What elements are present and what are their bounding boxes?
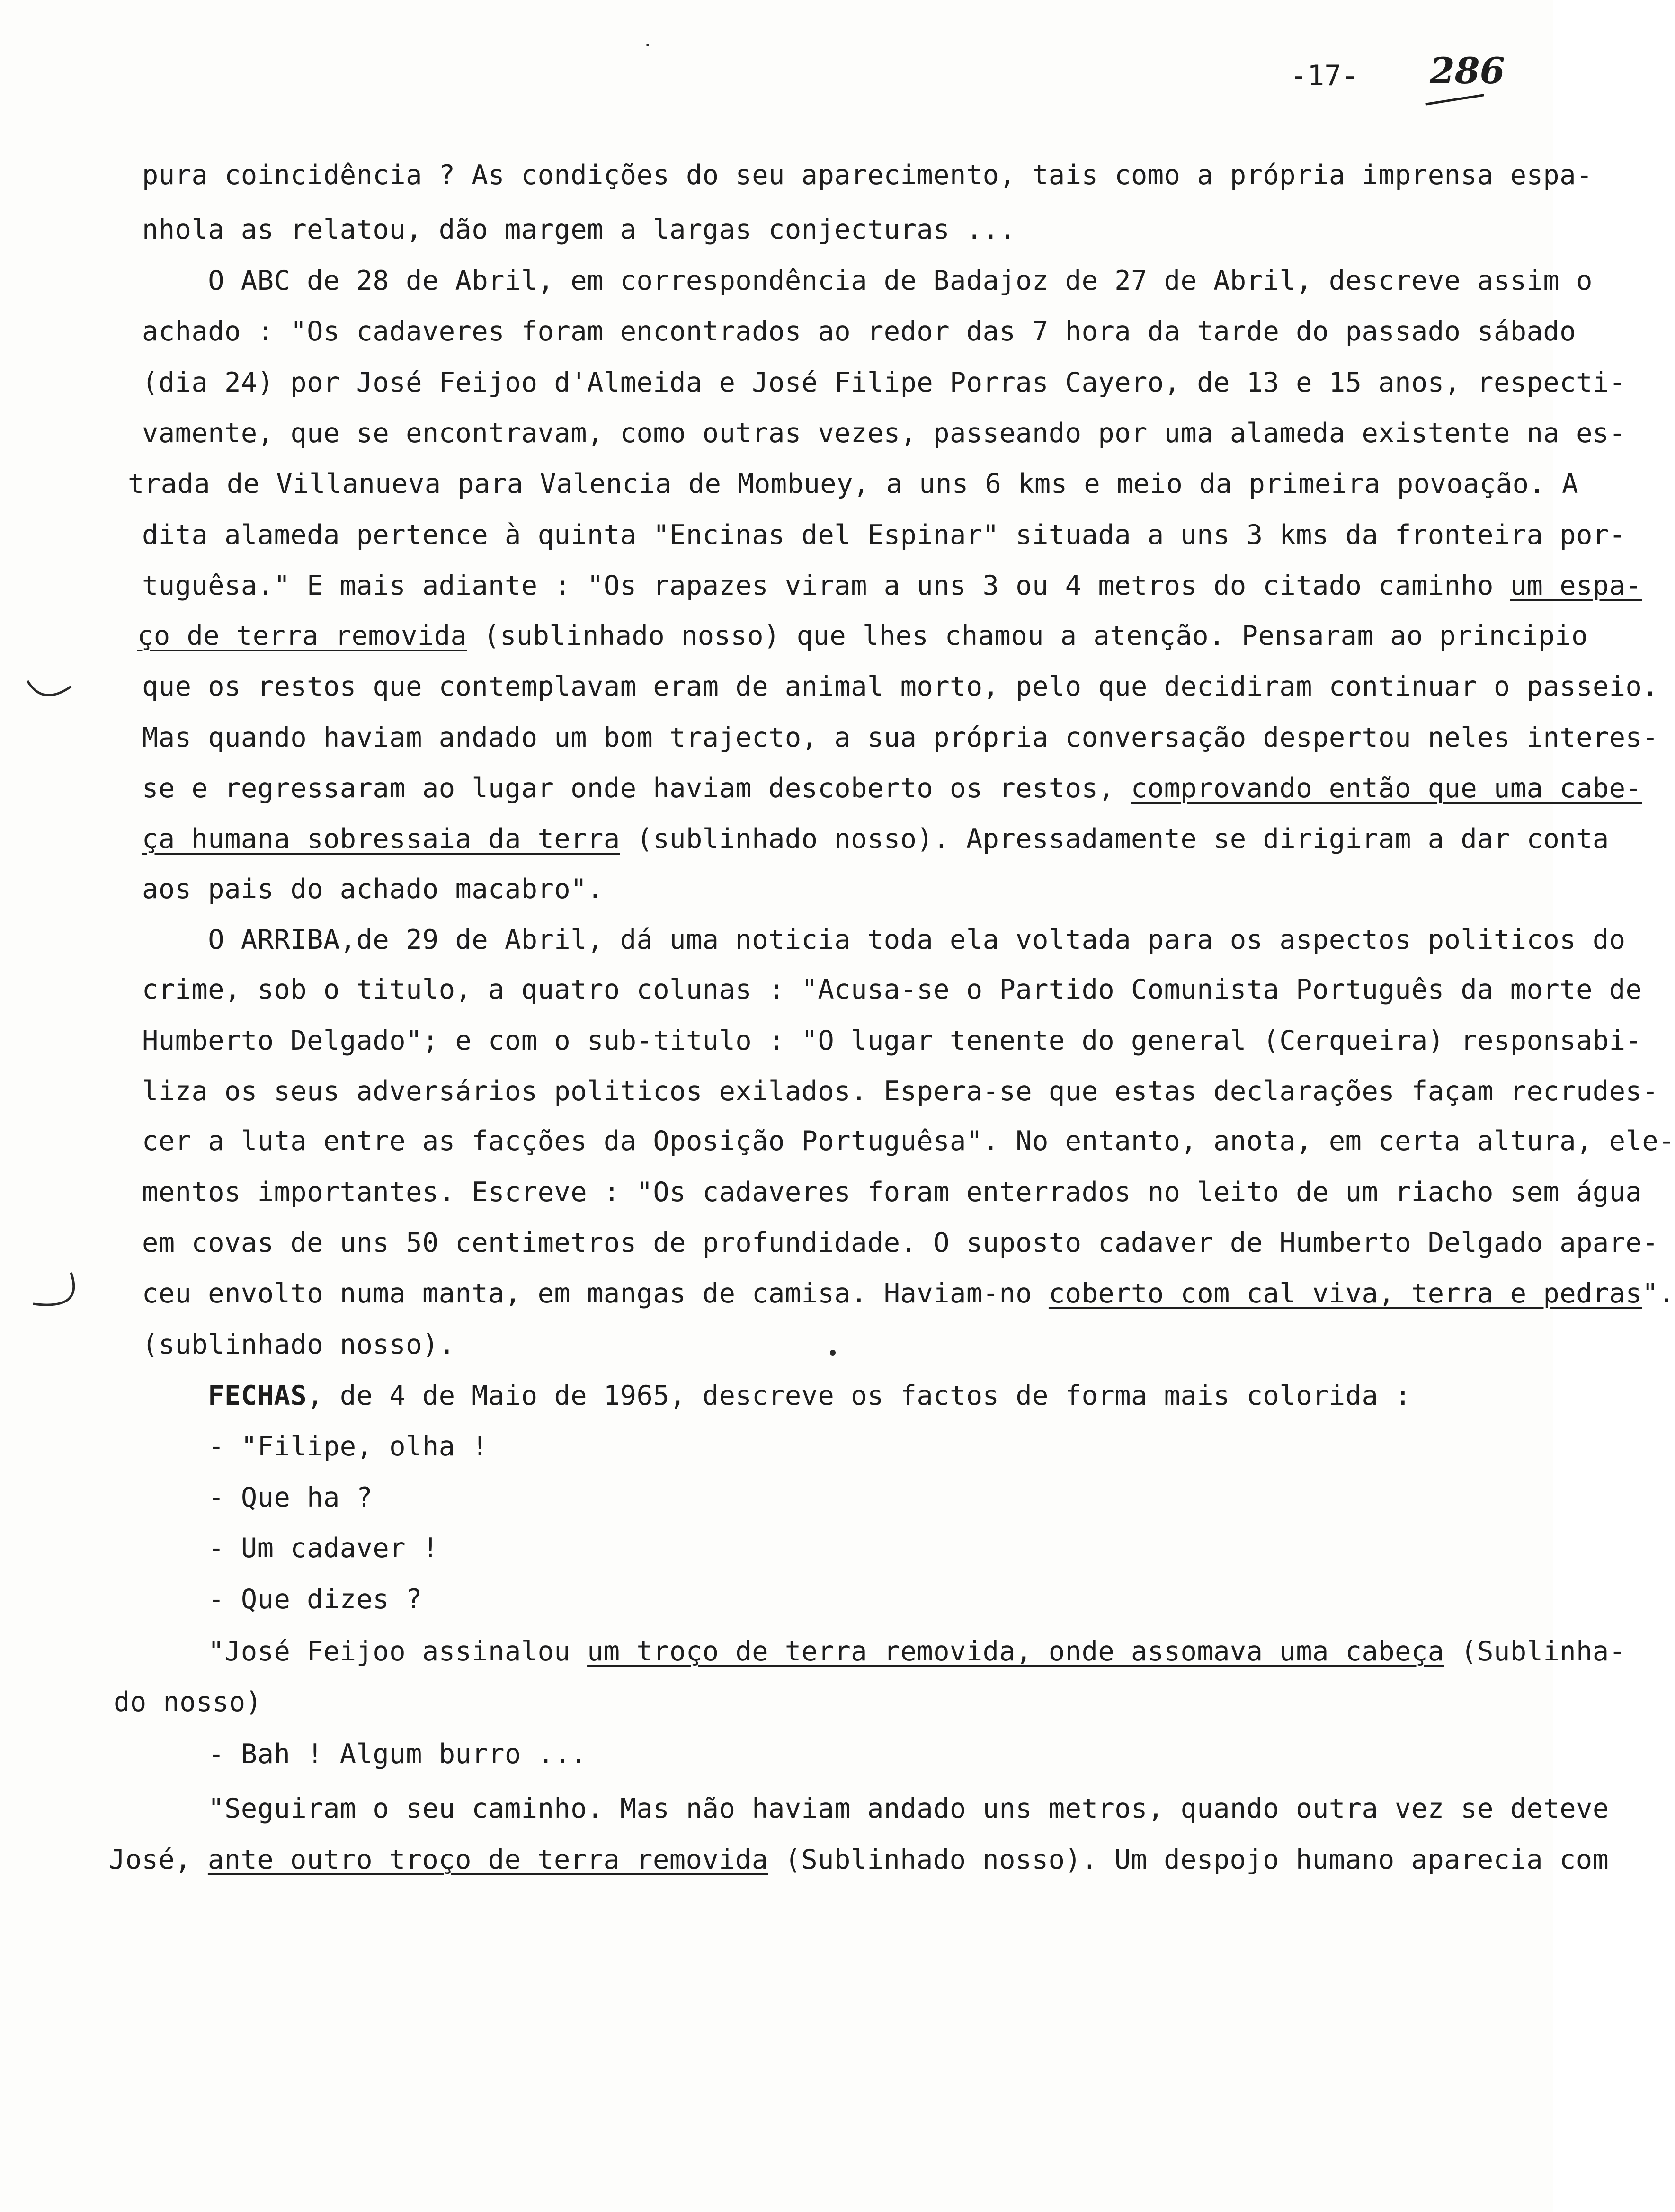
text-line [114,1683,262,1721]
text-run: mentos importantes. Escreve : "Os cadaveres foram enterrados no leito de um riacho sem água [142,1177,1642,1208]
text-run: (sublinhado nosso). [142,1329,455,1360]
underlined-emphasis: comprovando então que uma cabe- [1131,773,1642,804]
underlined-emphasis: um espa- [1510,570,1642,601]
text-run: se e regressaram ao lugar onde haviam descoberto os restos, [142,773,1132,804]
binder-hole-mark-top [24,672,76,710]
text-run: (sublinhado nosso). Apressadamente se dirigiram a dar conta [620,823,1609,855]
text-run: nhola as relatou, dão margem a largas conjecturas ... [142,214,1016,245]
text-line [142,1735,587,1773]
text-run: (dia 24) por José Feijoo d'Almeida e José Filipe Porras Cayero, de 13 e 15 anos, respecti- [142,367,1626,398]
text-run: - Bah ! Algum burro ... [142,1739,588,1770]
text-run: Humberto Delgado"; e com o sub-titulo : "O lugar tenente do general (Cerqueira) responsabi- [142,1025,1642,1056]
text-run: tuguêsa." E mais adiante : "Os rapazes viram a uns 3 ou 4 metros do citado caminho [142,570,1510,601]
binder-hole-mark-bottom [28,1269,80,1321]
text-run: vamente, que se encontravam, como outras vezes, passeando por uma alameda existente na es- [142,418,1626,449]
text-run: (Sublinhado nosso). Um despojo humano aparecia com [768,1844,1609,1875]
text-run: O ABC de 28 de Abril, em correspondência de Badajoz de 27 de Abril, descreve assim o [142,265,1593,296]
text-run: - Um cadaver ! [142,1533,439,1564]
text-line [128,465,1578,503]
text-run: "José Feijoo assinalou [142,1636,588,1667]
text-line [142,870,604,908]
text-line [142,516,1626,554]
text-line [142,1632,1626,1670]
text-line [142,1479,373,1516]
text-run: do nosso) [114,1686,262,1718]
underlined-emphasis: ça humana sobressaia da terra [142,823,620,855]
text-run: (sublinhado nosso) que lhes chamou a atenção. Pensaram ao principio [467,620,1588,651]
text-line [142,1377,1411,1415]
text-line [109,1841,1609,1879]
text-line [142,668,1658,705]
text-line [142,1790,1609,1828]
text-line [142,156,1593,194]
text-line [137,617,1588,655]
text-run: liza os seus adversários politicos exilados. Espera-se que estas declarações façam recrudes- [142,1076,1659,1107]
text-run: O ARRIBA,de 29 de Abril, dá uma noticia toda ela voltada para os aspectos politicos do [142,924,1626,955]
text-run: aos pais do achado macabro". [142,874,604,905]
text-line [142,719,1658,757]
text-run: ". [1642,1278,1675,1309]
text-line [142,1122,1675,1160]
ink-speck [646,44,649,46]
text-run: crime, sob o titulo, a quatro colunas : "Acusa-se o Partido Comunista Português da morte de [142,974,1642,1005]
text-line [142,820,1609,858]
text-line [142,312,1576,350]
text-run: Mas quando haviam andado um bom trajecto, a sua própria conversação despertou neles interes- [142,722,1659,753]
text-line [142,921,1626,959]
text-run: trada de Villanueva para Valencia de Mombuey, a uns 6 kms e meio da primeira povoação. A [128,468,1578,499]
text-line [142,1022,1642,1060]
page-number: -17- [1290,59,1359,92]
text-run: achado : "Os cadaveres foram encontrados ao redor das 7 hora da tarde do passado sábado [142,316,1577,347]
text-run: dita alameda pertence à quinta "Encinas del Espinar" situada a uns 3 kms da fronteira por- [142,519,1626,551]
text-line [142,211,1016,249]
text-line [142,1072,1658,1110]
text-line [142,262,1593,300]
text-run: pura coincidência ? As condições do seu aparecimento, tais como a própria imprensa espa- [142,160,1593,191]
text-line [142,1529,439,1567]
text-line [142,1427,488,1465]
underlined-emphasis: ço de terra removida [137,620,467,651]
text-line [142,1173,1642,1211]
text-line [142,567,1642,605]
underlined-emphasis: ante outro troço de terra removida [207,1844,768,1875]
text-line [142,364,1626,401]
text-run: José, [109,1844,208,1875]
text-line [142,1580,422,1618]
text-run: - "Filipe, olha ! [142,1431,489,1462]
folio-underline [1425,94,1484,105]
text-run: que os restos que contemplavam eram de animal morto, pelo que decidiram continuar o passeio. [142,671,1659,702]
bold-text: FECHAS [208,1380,307,1411]
text-line [142,971,1642,1008]
text-line [142,1326,455,1364]
text-line [142,1224,1658,1262]
text-run: ceu envolto numa manta, em mangas de camisa. Haviam-no [142,1278,1049,1309]
text-run: em covas de uns 50 centimetros de profundidade. O suposto cadaver de Humberto Delgado apare- [142,1227,1659,1258]
text-run: - Que dizes ? [142,1584,422,1615]
text-run [142,1380,208,1411]
text-run: (Sublinha- [1444,1636,1626,1667]
text-run: , de 4 de Maio de 1965, descreve os factos de forma mais colorida : [307,1380,1411,1411]
text-run: "Seguiram o seu caminho. Mas não haviam andado uns metros, quando outra vez se deteve [142,1793,1609,1824]
text-line [142,414,1626,452]
text-line [142,769,1642,807]
text-run: cer a luta entre as facções da Oposição Portuguêsa". No entanto, anota, em certa altura, ele- [142,1125,1675,1157]
text-run: - Que ha ? [142,1482,373,1513]
underlined-emphasis: um troço de terra removida, onde assomava uma cabeça [587,1636,1444,1667]
text-line [142,1275,1675,1312]
ink-speck [830,1350,836,1356]
handwritten-folio-number: 286 [1430,50,1505,92]
underlined-emphasis: coberto com cal viva, terra e pedras [1048,1278,1642,1309]
